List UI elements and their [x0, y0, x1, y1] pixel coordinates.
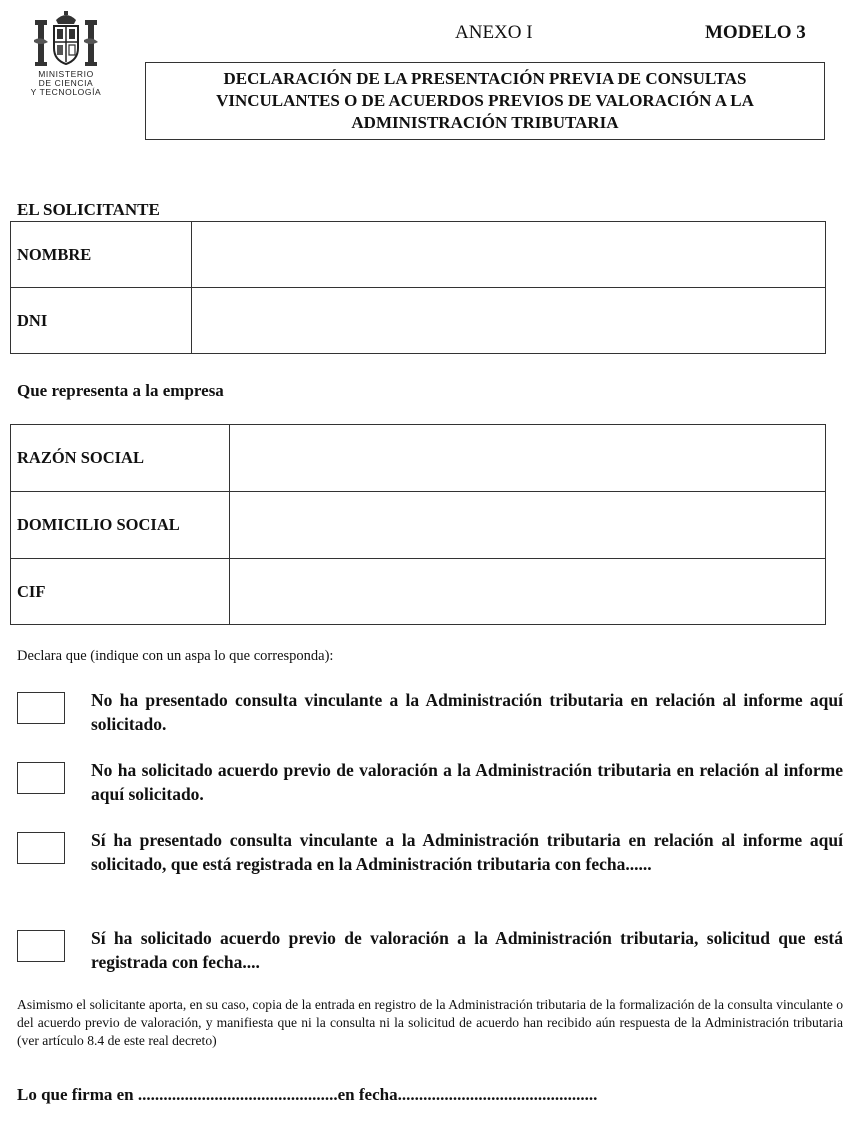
option-4-checkbox[interactable]: [17, 930, 65, 962]
name-field[interactable]: [192, 222, 826, 288]
annex-label: ANEXO I: [455, 22, 533, 43]
declaration-option-1: [17, 688, 843, 738]
ministry-name: MINISTERIO DE CIENCIA Y TECNOLOGÍA: [30, 69, 102, 97]
company-name-label: RAZÓN SOCIAL: [11, 425, 230, 492]
option-2-checkbox[interactable]: [17, 762, 65, 794]
declaration-option-4: [17, 926, 843, 976]
option-4-text: Sí ha solicitado acuerdo previo de valoración a la Administración tributaria, solicitud que está registrada con fecha....: [91, 928, 843, 972]
table-row: [11, 288, 826, 354]
cif-label: CIF: [11, 559, 230, 625]
declaration-option-2: [17, 758, 843, 808]
address-field[interactable]: [230, 492, 826, 559]
dni-field[interactable]: [192, 288, 826, 354]
form-title-box: [145, 62, 825, 140]
table-row: [11, 222, 826, 288]
option-3-checkbox[interactable]: [17, 832, 65, 864]
note-paragraph: Asimismo el solicitante aporta, en su caso, copia de la entrada en registro de la Administración tributaria de la formalización de la consulta vinculante o del acuerdo previo de valoración, y manifiesta que ni la consulta ni la solicitud de acuerdo han recibido aún respuesta de la Administración tributaria (ver artículo 8.4 de este real decreto): [17, 997, 843, 1048]
model-label: MODELO 3: [705, 22, 806, 43]
option-1-text: No ha presentado consulta vinculante a la Administración tributaria en relación al informe aquí solicitado.: [91, 690, 843, 734]
table-row: [11, 425, 826, 492]
table-row: [11, 559, 826, 625]
declaration-option-3: [17, 828, 843, 902]
applicant-heading: EL SOLICITANTE: [17, 200, 160, 219]
option-3-text: Sí ha presentado consulta vinculante a la Administración tributaria en relación al informe aquí solicitado, que está registrada en la Administración tributaria con fecha......: [91, 830, 843, 874]
company-heading: Que representa a la empresa: [17, 381, 224, 400]
company-name-field[interactable]: [230, 425, 826, 492]
coat-of-arms-icon: [30, 10, 102, 70]
table-row: [11, 492, 826, 559]
declaration-intro: Declara que (indique con un aspa lo que corresponda):: [17, 648, 334, 664]
ministry-logo: [22, 10, 110, 106]
company-table: [10, 424, 826, 625]
name-label: NOMBRE: [11, 222, 192, 288]
option-1-checkbox[interactable]: [17, 692, 65, 724]
form-title: DECLARACIÓN DE LA PRESENTACIÓN PREVIA DE CONSULTAS VINCULANTES O DE ACUERDOS PREVIOS DE VALORACIÓN A LA ADMINISTRACIÓN TRIBUTARIA: [216, 69, 754, 132]
signature-line: Lo que firma en ...............................................en fecha...............................................: [17, 1085, 598, 1104]
address-label: DOMICILIO SOCIAL: [11, 492, 230, 559]
dni-label: DNI: [11, 288, 192, 354]
option-2-text: No ha solicitado acuerdo previo de valoración a la Administración tributaria en relación al informe aquí solicitado.: [91, 760, 843, 804]
applicant-table: [10, 221, 826, 354]
cif-field[interactable]: [230, 559, 826, 625]
